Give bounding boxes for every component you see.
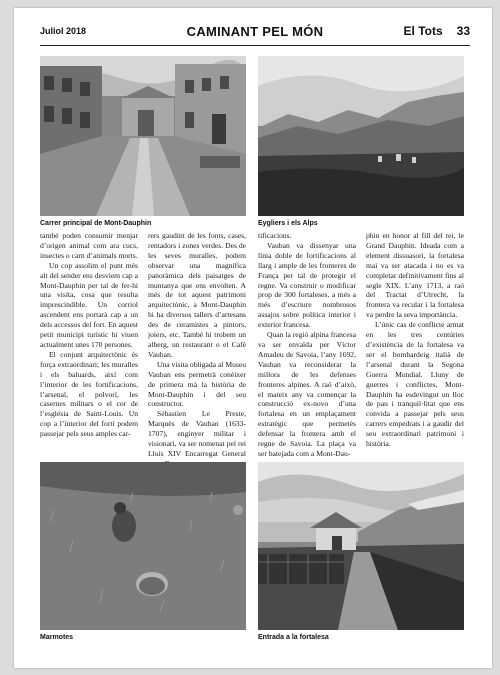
paragraph: Vauban va dissenyar una línia doble de fortificacions al llarg i ample de les fronteres de França per tal de protegir el regne. Va construir o modificar prop de 300 fortaleses, a més a més d’escriure nombrosos assajos sobre política interior i exterior francesa. <box>258 240 356 330</box>
paragraph: Sébastien Le Preste, Marquès de Vauban (1633-1707), enginyer militar i visionari, va ser nomenat pel rei Lluís XIV Encarregat General <box>148 409 246 458</box>
photo-eygliers-alps <box>258 56 464 216</box>
photo-main-street <box>40 56 246 216</box>
paragraph: rers gaudint de les fonts, cases, rentadors i zones verdes. Des de les seves muralles, podem observar una magnífica panoràmica dels paisatges de muntanya que ens envolten. A més de tot aquest patrimoni arquitectònic, a Mont-Dauphin hi ha diversos tallers d’artesans des de ceramistes a pintors, joiers, etc. També hi trobem un alberg, un restaurant o el Cafè Vauban. <box>148 231 246 359</box>
caption-fortress-entrance: Entrada a la fortalesa <box>258 634 329 641</box>
paragraph: Una visita obligada al Museu Vauban ens permetrà conèixer de primera mà la història de Mont-Dauphin i del seu constructor. <box>148 359 246 409</box>
caption-eygliers-alps: Eygliers i els Alps <box>258 220 318 227</box>
paragraph: també poden consumir menjar d’origen animal com ara cucs, insectes o carn d’animals morts. <box>40 231 138 260</box>
paragraph: Un cop assolim el punt més alt del sender ens desviem cap a Mont-Dauphin per tal de fer-hi una visita, cosa que resulta imprescindible. Un corriol ascendent ens portarà cap a un dels accessos del fort. En aquest petit municipi turístic hi viuen actualment unes 170 persones. <box>40 260 138 349</box>
paragraph: Quan la regió alpina francesa va ser envaïda per Víctor Amadeu de Savoia, l’any 1692, Vauban va reconsiderar la millora de les defenses fronteres alpines. A raó d’això, el mateix any va començar la construcció ex-novo d’una fortalesa en un emplaçament estratègic que permetés defensar la frontera amb el regne de Savoia. La plaça va ser batejada com a Mont-Dau- <box>258 330 356 458</box>
caption-marmots: Marmotes <box>40 634 74 641</box>
header-right <box>390 24 470 38</box>
text-column-2 <box>148 231 246 469</box>
text-column-4 <box>366 231 464 449</box>
page-number: 33 <box>456 24 470 38</box>
caption-main-street: Carrer principal de Mont-Dauphin <box>40 220 152 227</box>
magazine-name: El Tots <box>403 24 443 38</box>
paragraph: phin en honor al fill del rei, le Grand Dauphin. Ideada com a element dissuasori, la fortalesa mai va ser atacada i no es va completar definitivament fins al segle XIX. L’any 1713, a raó del Tractat d’Utrecht, la frontera va recular i la fortalesa va perdre la seva importància. <box>366 231 464 320</box>
paragraph: El conjunt arquitectònic és força extraordinari; les muralles i els baluards, així com l’interior de les fortificacions, l’arsenal, el polvorí, les casernes militars o el cor de l’església de Saint-Louis. Un cop a l’interior del fortí podem passejar pels seus amples car- <box>40 349 138 439</box>
photo-fortress-entrance <box>258 462 464 630</box>
magazine-page <box>14 8 492 668</box>
text-column-1 <box>40 231 138 439</box>
text-column-3 <box>258 231 356 459</box>
issue-date: Juliol 2018 <box>40 26 87 36</box>
photo-marmots <box>40 462 246 630</box>
header-rule <box>40 45 470 46</box>
page-header <box>40 24 470 42</box>
paragraph: tificacions. <box>258 231 292 240</box>
paragraph: L’únic cas de conflicte armat en les tres centúries d’existència de la fortalesa va ser el bombardeig italià de l’arsenal durant la Segona Guerra Mundial. Lluny de guerres i conflictes, Mont-Dauphin ha esdevingut un lloc de pau i tranquil·litat que ens convida a passejar pels seus carrers empedrats i a gaudir del seu extraordinari patrimoni i història. <box>366 320 464 449</box>
section-title: CAMINANT PEL MÓN <box>186 24 324 39</box>
